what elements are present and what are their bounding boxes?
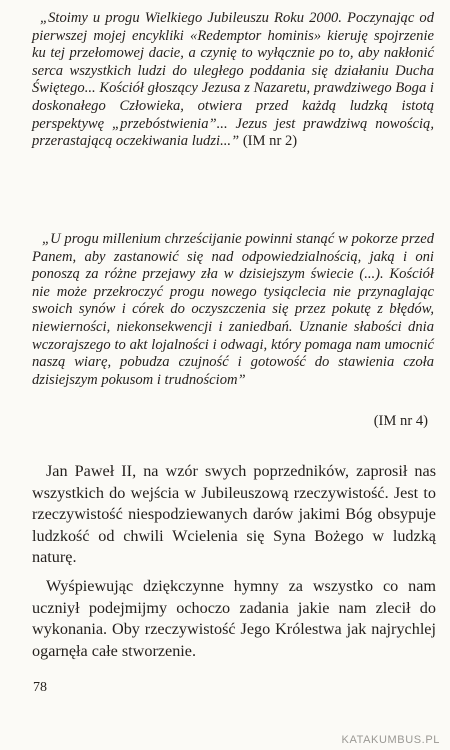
- body-paragraph-1: Jan Paweł II, na wzór swych poprzedników, zaprosił nas wszystkich do wejścia w Jubileuszową rzeczywistość. Jest to rzeczywistość niespodziewanych darów jakimi Bóg obsypuje ludzkość od chwili Wcielenia się Syna Bożego w ludzką naturę.: [32, 462, 436, 567]
- quote-im-2: [32, 10, 434, 151]
- quote-im-2-text: „Stoimy u progu Wielkiego Jubileuszu Roku 2000. Poczynając od pierwszej mojej encykliki «Redemptor hominis» kieruję spojrzenie ku tej przełomowej dacie, a czynię to wyłącznie po to, aby nakłonić serca wszystkich ludzi do uległego poddania się działaniu Ducha Świętego... Kościół głoszący Jezusa z Nazaretu, prawdziwego Boga i doskonałego Człowieka, otwiera przed każdą ludzką istotą perspektywę „przebóstwienia”... Jezus jest prawdziwą nowością, przerastającą oczekiwania ludzi...”: [32, 10, 434, 150]
- quote-im-4-reference: (IM nr 4): [373, 413, 428, 429]
- quote-im-4: [32, 231, 434, 389]
- quote-im-4-text: „U progu millenium chrześcijanie powinni stanąć w pokorze przed Panem, aby zastanowić się nad odpowiedzialnością, jaką i oni ponoszą za różne przejawy zła w dzisiejszym świecie (...). Kościół nie może przekroczyć progu nowego tysiąclecia nie przynaglając swoich synów i córek do oczyszczenia się przez pokutę z błędów, niewierności, niekonsekwencji i zaniedbań. Uznanie słabości dnia wczorajszego to akt lojalności i odwagi, który pomaga nam umocnić naszą wiarę, pobudza czujność i gotowość do stawienia czoła dzisiejszym pokusom i trudnościom”: [32, 231, 434, 388]
- body-paragraph-2: Wyśpiewując dziękczynne hymny za wszystko co nam uczniył podejmijmy ochoczo zadania jakie nam zlecił do wykonania. Oby rzeczywistość Jego Królestwa jak najrychlej ogarnęła całe stworzenie.: [32, 577, 436, 660]
- page-number: 78: [33, 680, 47, 695]
- quote-im-2-reference: (IM nr 2): [242, 133, 298, 150]
- watermark: KATAKUMBUS.PL: [341, 734, 440, 746]
